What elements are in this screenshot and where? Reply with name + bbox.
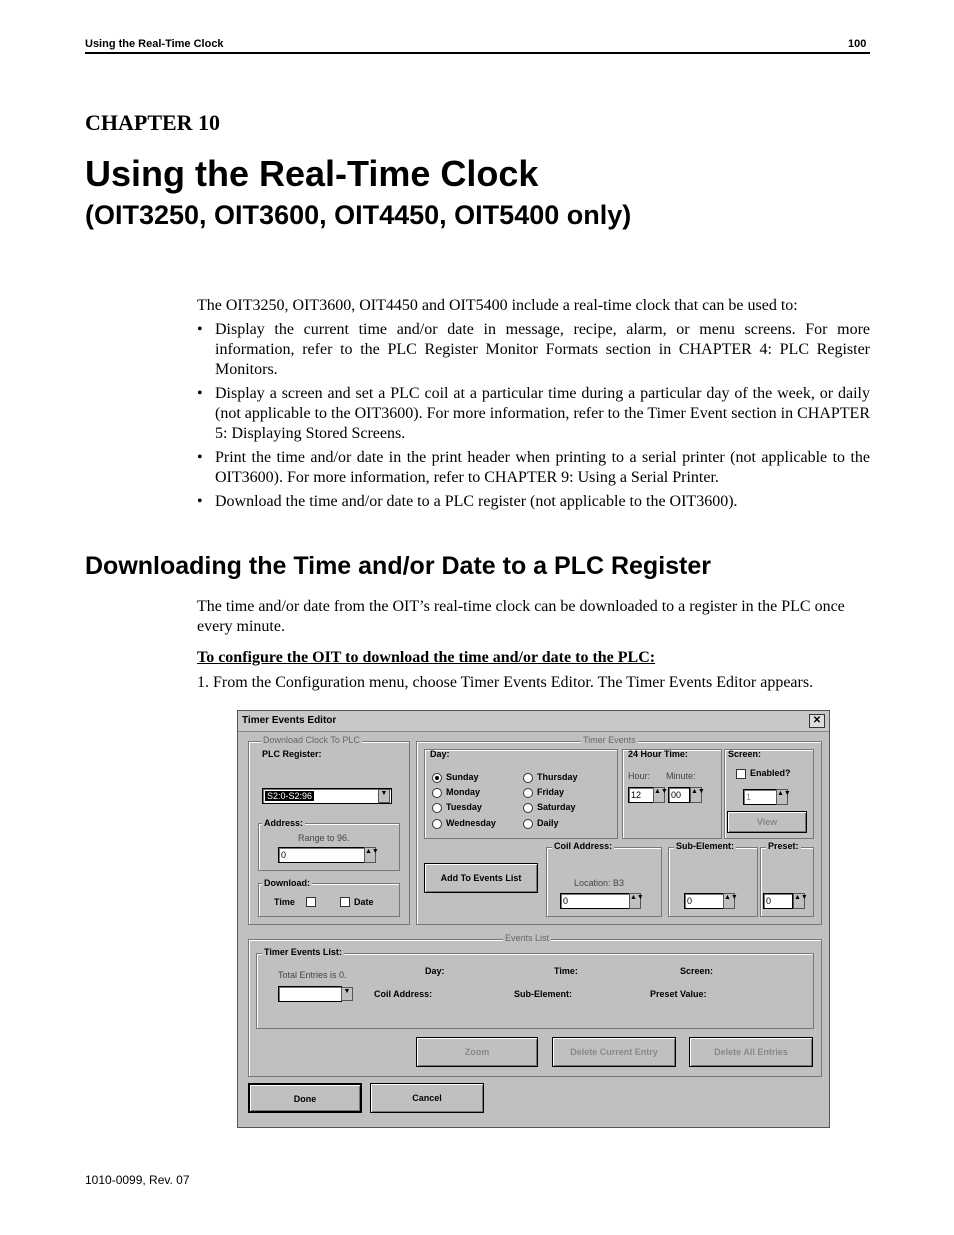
location-text: Location: B3	[574, 878, 625, 888]
col-coil-label: Coil Address:	[374, 989, 433, 999]
bullet-text: Print the time and/or date in the print header when printing to a serial printer (not applicable to the OIT3600). For more information, refer to CHAPTER 9: Using a Serial Printer.	[215, 449, 870, 486]
day-radio-label: Friday	[537, 787, 565, 797]
preset-label: Preset:	[768, 841, 799, 851]
range-text: Range to 96.	[298, 833, 350, 843]
hour-input[interactable]: 12	[628, 787, 654, 803]
chevron-down-icon[interactable]: ▼	[378, 789, 390, 803]
day-radio[interactable]	[432, 773, 442, 783]
bullet-text: Display a screen and set a PLC coil at a particular time during a particular day of the week, or daily (not applicable to the OIT3600). For more information, refer to the Timer Event section in CHAPTER 5: Displaying Stored Screens.	[215, 385, 870, 442]
screen-label: Screen:	[728, 749, 762, 759]
events-list-group-label: Events List	[505, 933, 550, 943]
page-title: Using the Real-Time Clock	[85, 153, 539, 194]
col-day-label: Day:	[425, 966, 445, 976]
delete-all-entries-button[interactable]: Delete All Entries	[689, 1037, 813, 1067]
day-radio[interactable]	[432, 788, 442, 798]
bullet-text: Download the time and/or date to a PLC register (not applicable to the OIT3600).	[215, 493, 738, 510]
timer-events-list-label: Timer Events List:	[264, 947, 342, 957]
section-paragraph: The time and/or date from the OIT’s real-time clock can be downloaded to a register in the PLC once every minute.	[197, 598, 845, 635]
done-button[interactable]: Done	[248, 1083, 362, 1113]
coil-address-input[interactable]: 0	[560, 893, 630, 909]
sub-element-spinner-icon[interactable]: ▲▼	[723, 893, 735, 909]
zoom-button[interactable]: Zoom	[416, 1037, 538, 1067]
step-1: 1. From the Configuration menu, choose Timer Events Editor. The Timer Events Editor appears.	[197, 674, 814, 691]
bullet-item	[197, 492, 870, 512]
minute-spinner-icon[interactable]: ▲▼	[690, 787, 702, 803]
hour-label: Hour:	[628, 771, 651, 781]
bullet-text: Display the current time and/or date in message, recipe, alarm, or menu screens. For more information, refer to the PLC Register Monitor Formats section in CHAPTER 4: PLC Register Monitors.	[215, 321, 870, 378]
dialog-titlebar	[238, 711, 829, 732]
plc-register-select[interactable]	[262, 788, 392, 804]
date-checkbox[interactable]	[340, 897, 350, 907]
sub-element-input[interactable]: 0	[684, 893, 724, 909]
bullet-item	[197, 320, 870, 380]
add-to-events-list-button[interactable]: Add To Events List	[424, 863, 538, 893]
enabled-label: Enabled?	[750, 768, 791, 778]
section-heading: Downloading the Time and/or Date to a PLC Register	[85, 552, 712, 580]
plc-register-value: S2:0-S2:96	[267, 791, 313, 801]
bullet-item	[197, 448, 870, 488]
chapter-label: CHAPTER 10	[85, 110, 221, 135]
col-time-label: Time:	[554, 966, 578, 976]
col-preset-label: Preset Value:	[650, 989, 707, 999]
time-checkbox[interactable]	[306, 897, 316, 907]
chevron-down-icon[interactable]: ▼	[341, 987, 353, 1001]
footer-doc-number: 1010-0099, Rev. 07	[85, 1173, 190, 1187]
timer-events-editor-dialog	[237, 710, 830, 1128]
page-number: 100	[848, 38, 867, 50]
day-radio-label: Thursday	[537, 772, 578, 782]
hour-spinner-icon[interactable]: ▲▼	[653, 787, 665, 803]
day-radio[interactable]	[523, 788, 533, 798]
delete-current-entry-button[interactable]: Delete Current Entry	[552, 1037, 676, 1067]
preset-spinner-icon[interactable]: ▲▼	[793, 893, 805, 909]
procedure-title: To configure the OIT to download the time and/or date to the PLC:	[197, 649, 656, 666]
cancel-button[interactable]: Cancel	[370, 1083, 484, 1113]
hour-time-label: 24 Hour Time:	[628, 749, 688, 759]
day-radio-label: Sunday	[446, 772, 479, 782]
enabled-checkbox[interactable]	[736, 769, 746, 779]
download-clock-group-label: Download Clock To PLC	[263, 735, 360, 745]
address-spinner-icon[interactable]: ▲▼	[364, 847, 376, 863]
intro-paragraph: The OIT3250, OIT3600, OIT4450 and OIT5400 include a real-time clock that can be used to:	[197, 297, 798, 314]
plc-register-label: PLC Register:	[262, 749, 322, 759]
header-rule	[85, 52, 870, 54]
view-button[interactable]: View	[727, 811, 807, 833]
day-radio[interactable]	[523, 773, 533, 783]
address-label: Address:	[264, 818, 304, 828]
preset-input[interactable]: 0	[763, 893, 793, 909]
day-radio[interactable]	[432, 803, 442, 813]
date-checkbox-label: Date	[354, 897, 374, 907]
day-radio-label: Tuesday	[446, 802, 482, 812]
day-radio-label: Daily	[537, 818, 559, 828]
bullet-icon: •	[197, 493, 203, 510]
col-screen-label: Screen:	[680, 966, 714, 976]
address-input[interactable]: 0	[278, 847, 366, 863]
screen-input[interactable]: 1	[743, 789, 777, 805]
day-radio-label: Wednesday	[446, 818, 496, 828]
screen-spinner-icon[interactable]: ▲▼	[776, 789, 788, 805]
day-radio[interactable]	[523, 819, 533, 829]
sub-element-label: Sub-Element:	[676, 841, 735, 851]
day-radio[interactable]	[523, 803, 533, 813]
running-header-title: Using the Real-Time Clock	[85, 38, 224, 50]
day-radio-label: Monday	[446, 787, 481, 797]
page-subtitle: (OIT3250, OIT3600, OIT4450, OIT5400 only)	[85, 200, 632, 230]
day-radio-label: Saturday	[537, 802, 576, 812]
bullet-icon: •	[197, 321, 203, 338]
coil-address-label: Coil Address:	[554, 841, 613, 851]
day-radio[interactable]	[432, 819, 442, 829]
dialog-title: Timer Events Editor	[242, 715, 337, 726]
close-icon[interactable]: ✕	[809, 714, 825, 728]
bullet-icon: •	[197, 385, 203, 402]
time-checkbox-label: Time	[274, 897, 295, 907]
coil-spinner-icon[interactable]: ▲▼	[629, 893, 641, 909]
timer-events-list-select[interactable]	[278, 986, 342, 1002]
download-label: Download:	[264, 878, 310, 888]
minute-label: Minute:	[666, 771, 696, 781]
bullet-item	[197, 384, 870, 444]
timer-events-group-label: Timer Events	[583, 735, 636, 745]
col-sub-label: Sub-Element:	[514, 989, 573, 999]
day-label: Day:	[430, 749, 450, 759]
total-entries-text: Total Entries is 0.	[278, 970, 347, 980]
bullet-icon: •	[197, 449, 203, 466]
minute-input[interactable]: 00	[668, 787, 690, 803]
